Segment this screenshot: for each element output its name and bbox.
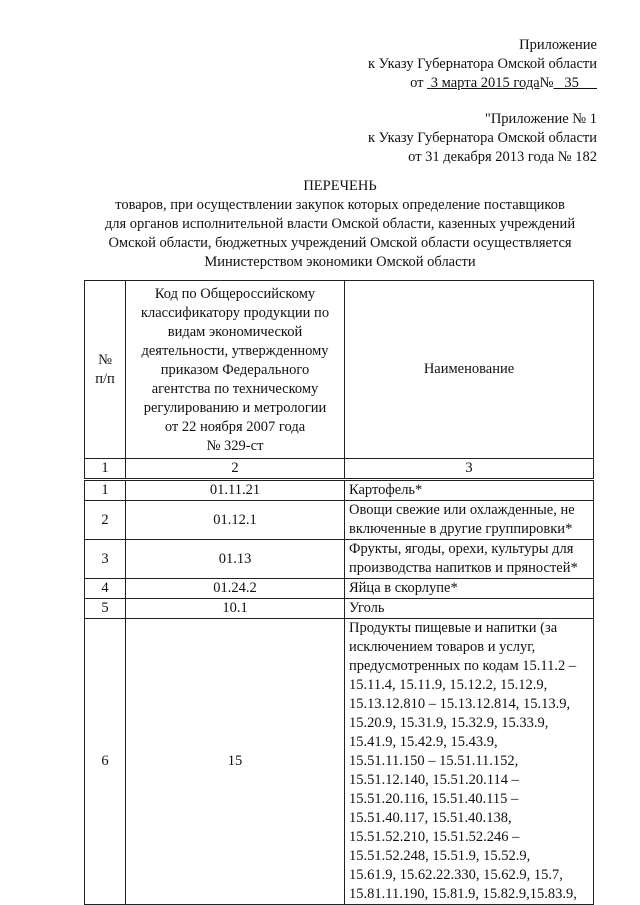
row-code: 01.24.2 [126,579,345,599]
row-code: 01.12.1 [126,501,345,540]
table-header-row [85,281,594,459]
column-number: 3 [345,459,594,480]
annex-no-label: № [539,75,554,91]
row-num: 4 [85,579,126,599]
table-row [85,540,594,579]
table-row [85,579,594,599]
annex-header [368,36,597,93]
annex-title: Приложение [519,37,597,53]
table-row [85,619,594,905]
prev-annex-date: от 31 декабря 2013 года № 182 [408,149,597,165]
document-title-block [60,177,620,272]
row-num: 6 [85,619,126,905]
document-subtitle-line: Омской области, бюджетных учреждений Омской области осуществляется [108,235,572,251]
annex-date: 3 марта 2015 года [430,75,540,91]
row-name: Овощи свежие или охлажденные, не включенные в другие группировки* [345,501,594,540]
row-code: 01.13 [126,540,345,579]
document-subtitle-line: для органов исполнительной власти Омской области, казенных учреждений [104,216,576,232]
row-num: 3 [85,540,126,579]
row-code: 10.1 [126,599,345,619]
prev-annex-title: "Приложение № 1 [484,111,597,127]
row-num: 5 [85,599,126,619]
row-name: Уголь [345,599,594,619]
header-num: № п/п [85,281,126,459]
header-code: Код по Общероссийскому классификатору продукции по видам экономической деятельности, утвержденному приказом Федерального агентства по техническому регулированию и метрологии от 22 ноября 2007 года № 329-ст [126,281,345,459]
row-name: Фрукты, ягоды, орехи, культуры для производства напитков и пряностей* [345,540,594,579]
column-number-row [85,459,594,480]
annex-number: 35 [564,75,579,91]
row-name: Яйца в скорлупе* [345,579,594,599]
document-subtitle-line: товаров, при осуществлении закупок которых определение поставщиков [115,197,565,213]
document-heading: ПЕРЕЧЕНЬ [303,178,377,194]
annex-decree-ref: к Указу Губернатора Омской области [367,56,597,72]
prev-annex-header [368,110,597,167]
goods-table [84,280,594,905]
column-number: 1 [85,459,126,480]
column-number: 2 [126,459,345,480]
table-row [85,480,594,501]
table-row [85,599,594,619]
row-code: 01.11.21 [126,480,345,501]
prev-annex-decree-ref: к Указу Губернатора Омской области [367,130,597,146]
annex-date-prefix: от [410,75,424,91]
document-subtitle-line: Министерством экономики Омской области [204,254,476,270]
row-name: Картофель* [345,480,594,501]
row-num: 1 [85,480,126,501]
row-code: 15 [126,619,345,905]
row-name: Продукты пищевые и напитки (за исключением товаров и услуг, предусмотренных по кодам 15.11.2 – 15.11.4, 15.11.9, 15.12.2, 15.12.9, 15.13.12.810 – 15.13.12.814, 15.13.9, 15.20.9, 15.31.9, 15.32.9, 15.33.9, 15.41.9, 15.42.9, 15.43.9, 15.51.11.150 – 15.51.11.152, 15.51.12.140, 15.51.20.114 – 15.51.20.116, 15.51.40.115 – 15.51.40.117, 15.51.40.138, 15.51.52.210, 15.51.52.246 – 15.51.52.248, 15.51.9, 15.52.9, 15.61.9, 15.62.22.330, 15.62.9, 15.7, 15.81.11.190, 15.81.9, 15.82.9,15.83.9, [345,619,594,905]
header-name: Наименование [345,281,594,459]
annex-date-line [368,74,597,93]
table-row [85,501,594,540]
row-num: 2 [85,501,126,540]
